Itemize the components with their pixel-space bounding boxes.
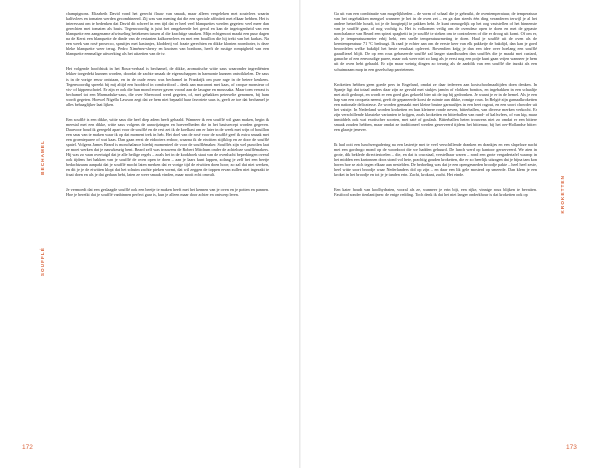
section-label-souffle: SOUFFLÉ — [40, 247, 45, 277]
right-page — [301, 0, 600, 468]
left-para-bechamel: Het volgende hoofdstuk in het Roux-verhaal is bechamel, de dikke, aromatische witte saus waaronder ingrediënten lekker toegedekt kunnen worden, doordat de zachte smaak de eigenschappen in harmonie kunnen ontwikkelen. De saus is in de vorige eeuw ontstaan, en in de oude eeuw was bechamel in Frankrijk om pure rage in de betere keukens. Tegenwoordig spreekt bij mij altijd een hoofdrol in comfortfood – denk aan macaroni met kaas, of croque monsieur of vis- of kippenschotel. Er zijn er ook die hun mond erover gaven vooral aan de lasagne en moussaka. Maar toen verrast is bechamel tot een Marmaduke-saus, die over Sherwood werd gegeten, of, met gebakken peterselie genomen, bij ham wordt gegeten. Hoewel Nigella Lawson zegt dat ze hem niet bepaald haar favoriete saus is, geeft ze toe dat bechamel je alles behaaglijker laat lijken. — [66, 66, 269, 107]
left-para-intro: champignons. Elizabeth David vond het gerecht flauw van smaak, maar alleen vergeleken met zoutvlees waarin kalfsvlees en tomaten werden gecombineerd. Zij was van mening dat die een speciale affiniteit met elkaar hebben. Het is interessant om te bedenken dat David dit schreef in een tijd dat er heel veel blanquettes werden gegeten: veel meer dan gerechten met tomaten als basis. Tegenwoordig is juist het omgekeerde het geval en kan de ingetogenheid van een blanquette een aangename afwisseling betekenen tussen al die krachtige smaken. Mijn echtgenoot maakt een puur dagen na de Kerst een blanquette de dinde van de restanten kalkoenvlees en met een bouillon die hij trekt van het karkas. Na een week van rosé prosecco, spruitjes met kastanjes, kloddertj vol fraaie gerechten en dikke klonten roomboter, is deze bleke blanquette weer terug. Pedro Ximénez-sherry en knotsen van bonbons, heeft de rustige rompigheid van een blanquette eenmalige uitwerking als het uitzetten van de tv. — [66, 11, 269, 57]
left-para-souffle: Een soufflé is een dikke, witte saus die heel diep adem heeft gehaald. Wanneer ik een soufflé wil gaan maken, begin ik meestal met een dikke, witte saus volgens de aanwijzingen en hoeveelheden die in het basisrecept worden gegeven. Daarvoor houd ik geregeld apart voor de soufflé en de rest zet ik de koelkast om er later in de week met wijn of bouillon een saus van te maken waar ik op dat moment trek in heb. Het doel van de rosé voor de soufflé geef ik extra smaak met een groentepuree of wat kaas. Dan gaan eerst de eidooiers erdoor, waarna ik de eiwitten stijfklop en ze door de soufflé spatel. Volgens James Beard is monchalance hierbij momenteel de voor de soufflémaker. Soufflés zijn wel punctlen laat ze moet werken dat je nauwkeurig bent. Beard zelf was trouwens de Robert Mitchum onder de achteloze soufflémakers. Hij was zo vaan overtuigd dat je alle heilige regels – zoals het in de kookboek staat van de ovenlucht beperkingen overal ook tijdens het bakken van je soufflé de oven open te doen – aan je laars kunt lappen, zolang je zelf het een beetje bedachtzaam aanpakt dat je soufflé mocht laten merken dat er vorige tijd de eiwitten doen hoor; zo zal dat niet werken, en dit je je de eiwitten klopt dat het schuim zachte pieken vormt, dat wil zeggen de toppen ervan zullen niet ingezakt te fraai doen en als je dat gedaan hebt, laten ze weer smaak vinden, maar nooit echt omvalt. — [66, 116, 269, 178]
right-para-lunch: Ik had ooit een lunchvergadering na een lastertje met te veel verschillende dranken en drankjes en een slapeloze nacht met een gordrogo mond op de woonboot die we hadden gehuurd. De lunch werd op kantoor gerserveerd. We aten in grote, dik beklede directiestoelen – die, en dat is crucsiaal, verstelbaar waren – rond een grote vergadertafel waarop in het midden een kartonnen doos stond vol hete, prachtig gouden kroketten, die er zo heerlijk uitzagen dat je bijna tam kon horen hoe se zich tegen elkaar aan nestelden. De bedoeling was dat je een opengesneden broodje pakte – heel heel zeste, heel witte soort broodje waar Nederlanders dol op zijn – en daar een lik gele mosterd op smeerde. Dan klem je een kroket in het broodje en tot je je tanden erin. Zacht, krokant, zacht. Het einde. — [334, 142, 537, 178]
right-text-column — [334, 11, 537, 202]
section-label-bechamel: BECHAMEL — [40, 140, 45, 175]
right-para-kroketten: Kroketten hebben geen goede pers in Engeland, omdat ze daar iedereen aan kostschoolmaaltijden doen denken. In Spanje ligt dat totaal anders daar zijn ze gevuld met stukjes jamón of vlokken bonitos, en ingebakken in een schaaltje met aioli gedoopt, en wordt er een goed glas gekoeld bier uit de tap bij gedronken. Je waant je er in de hemel. Als je een hap van een croqueta neemt, geeft de gepaneerde korst de ruimte aan dikke, romige roux. In België zijn garnaalkroketten een nationale delicatesse. Ze worden gemaakt met kleine bruine garnaaltjes in een heet ragout, en een soort chowder uit het vaistje. In Nederland worden kroketten en hun kleinere ronde neven, bitterballen, van diverse merken verkocht. Er zijn verschillende klassieke varianten te krijgen, zoals kroketten en bitterballen van rund- of kalfsvlees, of van kip, maar inmiddels ook wat exotischer soorten, met saté of goulash. Bitterballen heten trouwens niet zo omdat er een bittere smaak zouden hebben, maar omdat ze traditioneel werden geserveerd tijdens het bitteruur, bij het oer-Hollandse bitter: een glaasje jenever. — [334, 81, 537, 132]
right-para-kater: Een kater houdt van koolhydraten, vooral als ze, wanneer je erin bijt, een rijke, vinnige roux blijken te bevatten. Fastfood sonder tienlantijnen: de enige redding. Toch denk ik dat het niet langer onderkhour is dat kroketten ook op — [334, 187, 537, 198]
left-para-closing: Je vermoedt dat een geslaagde soufflé ook een beetje te maken heeft met het kennen van je oven en je potten en pannen. Hoe je bereikt dat je soufflé vanbinnen perfect gaar is, kun je alleen maar door achter en ontwerp leren. — [66, 187, 269, 198]
page-number-right: 173 — [566, 444, 577, 451]
right-para-intro: Ga uit van een combinatie van mogelijkheden – de vorm of schaal die je gebruikt, de oventemperatuur, de temperatuur van het ongebakken mengsel wanneer je het in de oven zet – en ga dan steeds één ding veranderen terwijl je al het andere hetzelfde houdt, tot je de hoogtepijl te pakken hebt. Je kunt onmogelijk op het oog vaststellen of het binnenste van je soufflé gaar, of nog vochtig is. Het is volkomen veilig om de ovendeur open te doen en met de gepaste nonchalance van Beard een spiezi spaghetti in je soufflé te steken om te controleren of die er droog uit komt. Of om er, als je temperatuurmeter erbij hebt, een snelle temperatuurmeting te doen. Haal je soufflé uit de oven als de kerntemperatuur 71 °C bedraagt. Ik raad je echter aan om de eerste keer van elk pakketje de bakdijd, dan kan je goed beoordelen welke bakdijd het beste resultaat oplevert. Bovendien krijg je dan een idee over hoelang een soufflé gaaufliezel blijft. De op een rous gebaseerde soufflé zal langer standhouden dan soufflés die je maakt met custard, ganache of een eenvoudige puree, maar ook weer niet zo lang als je eerst nog een potje kunt gaan vrijen wanneer je hem uit de oven hebt gehaald. Er zijn maar weinig dingen zo treurig als de aanblik van een soufflé die inzakt als een schuimraam mop in een gezelschap parrietenen. — [334, 11, 537, 72]
section-label-kroketten: KROKETTEN — [560, 175, 565, 214]
left-text-column — [66, 11, 269, 202]
page-number-left: 172 — [22, 444, 33, 451]
